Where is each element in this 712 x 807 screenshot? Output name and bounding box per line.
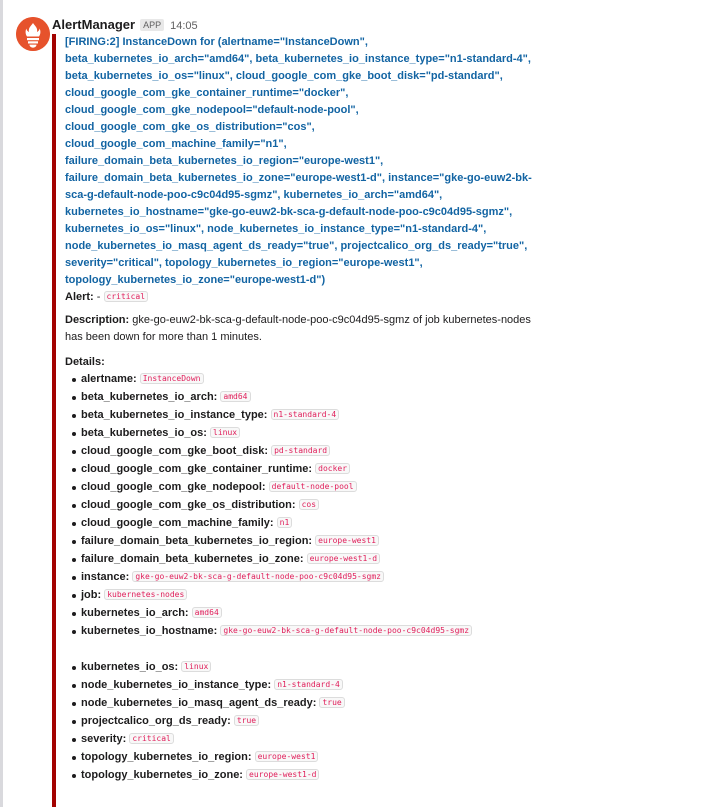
detail-key: projectcalico_org_ds_ready:	[81, 715, 231, 727]
list-item	[81, 695, 531, 713]
details-list	[65, 371, 531, 785]
alert-title[interactable]: [FIRING:2] InstanceDown for (alertname="InstanceDown", beta_kubernetes_io_arch="amd64", beta_kubernetes_io_instance_type="n1-standard-4", beta_kubernetes_io_os="linux", cloud_google_com_gke_boot_disk="pd-standard", cloud_google_com_gke_container_runtime="docker", cloud_google_com_gke_nodepool="default-node-pool", cloud_google_com_gke_os_distribution="cos", cloud_google_com_machine_family="n1", failure_domain_beta_kubernetes_io_region="europe-west1", failure_domain_beta_kubernetes_io_zone="europe-west1-d", instance="gke-go-euw2-bk-sca-g-default-node-poo-c9c04d95-sgmz", kubernetes_io_arch="amd64", kubernetes_io_hostname="gke-go-euw2-bk-sca-g-default-node-poo-c9c04d95-sgmz", kubernetes_io_os="linux", node_kubernetes_io_instance_type="n1-standard-4", node_kubernetes_io_masq_agent_ds_ready="true", projectcalico_org_ds_ready="true", severity="critical", topology_kubernetes_io_region="europe-west1", topology_kubernetes_io_zone="europe-west1-d")	[65, 36, 532, 286]
detail-key: node_kubernetes_io_instance_type:	[81, 679, 272, 691]
list-item	[81, 497, 531, 515]
detail-value: europe-west1-d	[307, 553, 380, 564]
alert-severity-code: critical	[104, 291, 149, 302]
details-label: Details:	[65, 356, 105, 368]
description	[65, 312, 535, 346]
detail-key: beta_kubernetes_io_os:	[81, 427, 207, 439]
list-item	[81, 731, 531, 749]
detail-value: kubernetes-nodes	[104, 589, 187, 600]
list-item	[81, 713, 531, 731]
list-item	[81, 623, 531, 659]
detail-key: kubernetes_io_os:	[81, 661, 179, 673]
detail-value: gke-go-euw2-bk-sca-g-default-node-poo-c9c04d95-sgmz	[220, 625, 472, 636]
detail-value: default-node-pool	[269, 481, 357, 492]
description-text: gke-go-euw2-bk-sca-g-default-node-poo-c9c04d95-sgmz of job kubernetes-nodes has been down for more than 1 minutes.	[65, 314, 531, 343]
detail-value: pd-standard	[271, 445, 330, 456]
app-badge: APP	[140, 19, 164, 31]
list-item	[81, 443, 531, 461]
list-item	[81, 533, 531, 551]
detail-value: europe-west1-d	[246, 769, 319, 780]
detail-value: n1-standard-4	[274, 679, 343, 690]
message-timestamp[interactable]: 14:05	[170, 20, 198, 32]
alert-line	[65, 289, 535, 306]
detail-value: true	[234, 715, 259, 726]
detail-key: cloud_google_com_gke_os_distribution:	[81, 499, 296, 511]
description-label: Description:	[65, 314, 130, 326]
list-item	[81, 749, 531, 767]
message-header	[52, 17, 198, 33]
detail-value: gke-go-euw2-bk-sca-g-default-node-poo-c9c04d95-sgmz	[132, 571, 384, 582]
detail-value: linux	[181, 661, 211, 672]
detail-value: europe-west1	[315, 535, 379, 546]
list-item	[81, 551, 531, 569]
detail-key: beta_kubernetes_io_instance_type:	[81, 409, 268, 421]
detail-value: amd64	[220, 391, 250, 402]
detail-value: linux	[210, 427, 240, 438]
detail-key: cloud_google_com_gke_boot_disk:	[81, 445, 269, 457]
detail-key: severity:	[81, 733, 127, 745]
list-item	[81, 479, 531, 497]
detail-key: kubernetes_io_hostname:	[81, 625, 218, 637]
detail-key: beta_kubernetes_io_arch:	[81, 391, 218, 403]
list-item	[81, 767, 531, 785]
list-item	[81, 659, 531, 677]
detail-value: cos	[299, 499, 319, 510]
detail-key: job:	[81, 589, 102, 601]
detail-key: topology_kubernetes_io_zone:	[81, 769, 243, 781]
detail-value: critical	[129, 733, 174, 744]
attachment-body	[65, 34, 535, 785]
detail-key: cloud_google_com_gke_container_runtime:	[81, 463, 313, 475]
list-item	[81, 515, 531, 533]
detail-value: docker	[315, 463, 350, 474]
detail-value: InstanceDown	[140, 373, 204, 384]
prometheus-torch-icon[interactable]	[16, 17, 50, 51]
list-item	[81, 677, 531, 695]
detail-key: alertname:	[81, 373, 137, 385]
alert-label: Alert:	[65, 291, 94, 303]
list-item	[81, 587, 531, 605]
detail-value: amd64	[192, 607, 222, 618]
list-item	[81, 605, 531, 623]
detail-key: node_kubernetes_io_masq_agent_ds_ready:	[81, 697, 317, 709]
detail-value: n1-standard-4	[271, 409, 340, 420]
list-item	[81, 425, 531, 443]
list-item	[81, 407, 531, 425]
list-item	[81, 569, 531, 587]
attachment-color-bar	[52, 34, 56, 807]
detail-key: instance:	[81, 571, 130, 583]
author-name[interactable]: AlertManager	[52, 17, 136, 32]
detail-value: n1	[277, 517, 293, 528]
list-item	[81, 461, 531, 479]
detail-key: kubernetes_io_arch:	[81, 607, 189, 619]
detail-value: europe-west1	[255, 751, 319, 762]
list-item	[81, 389, 531, 407]
detail-key: cloud_google_com_machine_family:	[81, 517, 274, 529]
detail-key: cloud_google_com_gke_nodepool:	[81, 481, 266, 493]
list-item	[81, 371, 531, 389]
detail-key: failure_domain_beta_kubernetes_io_zone:	[81, 553, 304, 565]
alert-dash: -	[93, 291, 104, 303]
detail-value: true	[319, 697, 344, 708]
detail-key: failure_domain_beta_kubernetes_io_region:	[81, 535, 313, 547]
detail-key: topology_kubernetes_io_region:	[81, 751, 252, 763]
window-left-border	[0, 0, 3, 807]
